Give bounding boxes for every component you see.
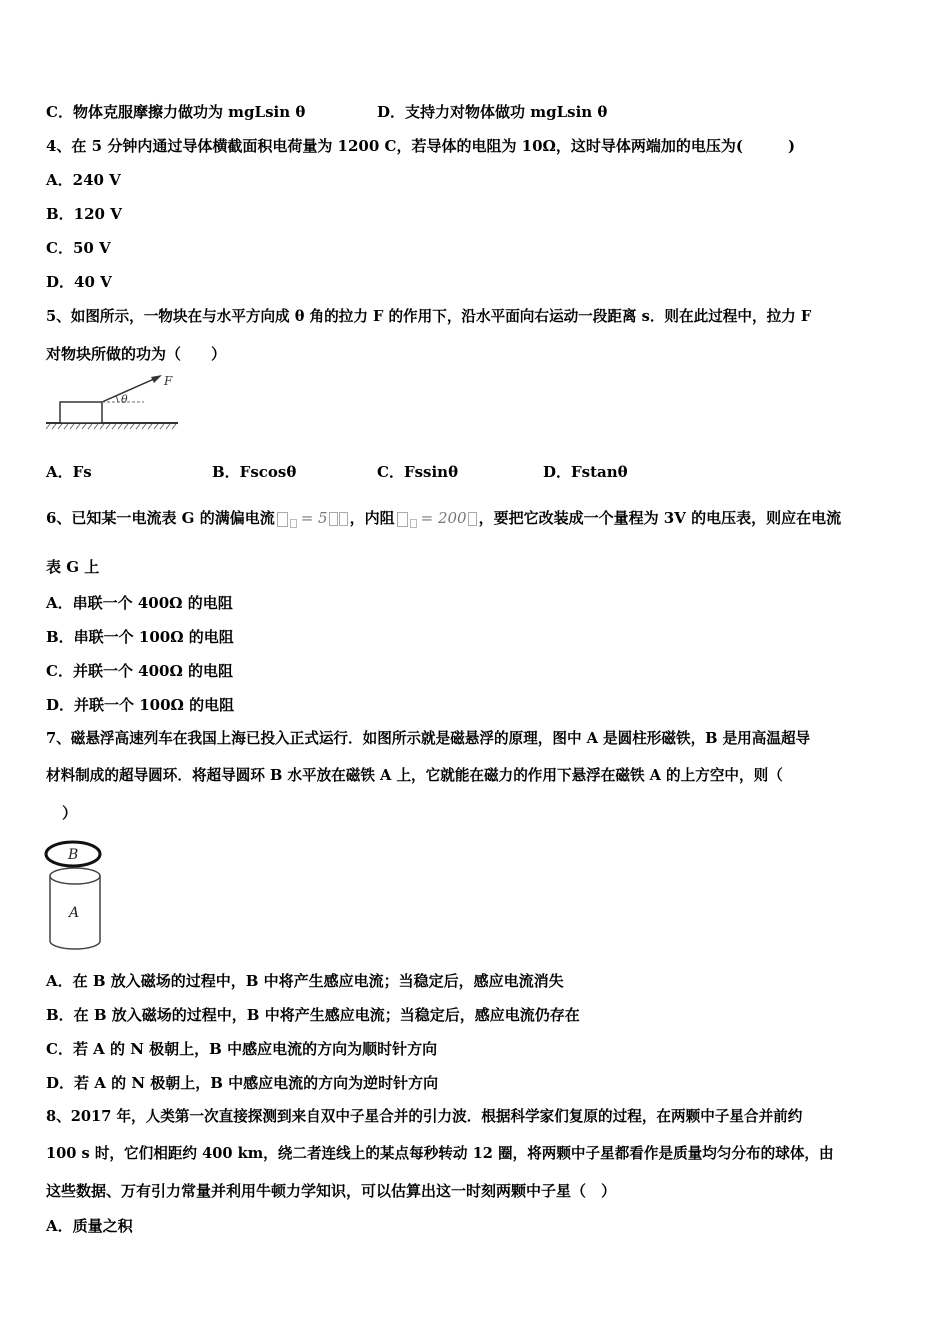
q4-option-d: D．40 V bbox=[46, 273, 112, 291]
q5-stem-line1: 5、如图所示，一物块在与水平方向成 θ 角的拉力 F 的作用下，沿水平面向右运动一段距离 s．则在此过程中，拉力 F bbox=[46, 308, 812, 325]
q6-formula-ig: = 5 bbox=[300, 509, 328, 527]
ohm-placeholder bbox=[468, 512, 477, 526]
q6-stem-part1: 6、已知某一电流表 G 的满偏电流 bbox=[46, 509, 275, 527]
q6-formula-rg: = 200 bbox=[420, 509, 467, 527]
q7-stem-line3: ） bbox=[62, 804, 78, 822]
q3-option-c: C．物体克服摩擦力做功为 mgLsin θ bbox=[46, 103, 306, 121]
q8-stem-line1: 8、2017 年，人类第一次直接探测到来自双中子星合并的引力波．根据科学家们复原的过程，在两颗中子星合并前约 bbox=[46, 1108, 803, 1125]
q5-force-diagram bbox=[46, 372, 180, 430]
q7-maglev-diagram bbox=[44, 836, 108, 956]
q8-stem-line2: 100 s 时，它们相距约 400 km，绕二者连线上的某点每秒转动 12 圈，将两颗中子星都看作是质量均匀分布的球体，由 bbox=[46, 1145, 834, 1162]
q4-option-c: C．50 V bbox=[46, 239, 111, 257]
q8-option-a: A．质量之积 bbox=[46, 1217, 133, 1235]
q5-option-a: A．Fs bbox=[46, 463, 92, 481]
resistance-subscript-placeholder bbox=[410, 519, 417, 528]
q5-option-b: B．Fscosθ bbox=[212, 463, 297, 481]
current-symbol-placeholder bbox=[277, 512, 288, 527]
q6-option-c: C．并联一个 400Ω 的电阻 bbox=[46, 662, 234, 680]
block bbox=[60, 402, 102, 423]
q7-option-d: D．若 A 的 N 极朝上，B 中感应电流的方向为逆时针方向 bbox=[46, 1074, 439, 1092]
force-label: F bbox=[164, 374, 173, 388]
q3-option-d: D．支持力对物体做功 mgLsin θ bbox=[377, 103, 608, 121]
q5-option-c: C．Fssinθ bbox=[377, 463, 459, 481]
q7-option-b: B．在 B 放入磁场的过程中，B 中将产生感应电流；当稳定后，感应电流仍存在 bbox=[46, 1006, 580, 1024]
current-subscript-placeholder bbox=[290, 519, 297, 528]
q6-stem-part3: ，要把它改装成一个量程为 3V 的电压表，则应在电流 bbox=[478, 509, 842, 527]
unit-placeholder-2 bbox=[339, 512, 348, 526]
angle-arc bbox=[116, 396, 118, 402]
q6-stem-part2: ，内阻 bbox=[349, 509, 395, 527]
resistance-symbol-placeholder bbox=[397, 512, 408, 527]
q4-stem: 4、在 5 分钟内通过导体横截面积电荷量为 1200 C，若导体的电阻为 10Ω，这时导体两端加的电压为( ) bbox=[46, 137, 796, 155]
unit-placeholder-1 bbox=[329, 512, 338, 526]
q7-stem-line1: 7、磁悬浮高速列车在我国上海已投入正式运行．如图所示就是磁悬浮的原理，图中 A 是圆柱形磁铁，B 是用高温超导 bbox=[46, 730, 811, 747]
theta-label: θ bbox=[121, 393, 128, 406]
force-arrow-line bbox=[102, 379, 154, 402]
q7-stem-line2: 材料制成的超导圆环．将超导圆环 B 水平放在磁铁 A 上，它就能在磁力的作用下悬浮在磁铁 A 的上方空中，则（ bbox=[46, 767, 783, 784]
q7-option-c: C．若 A 的 N 极朝上，B 中感应电流的方向为顺时针方向 bbox=[46, 1040, 438, 1058]
q5-stem-line2: 对物块所做的功为（ ） bbox=[46, 345, 227, 363]
ground-hatching bbox=[46, 424, 176, 429]
magnet-label: A bbox=[69, 905, 80, 921]
q6-stem-line1 bbox=[46, 508, 841, 528]
q4-option-b: B．120 V bbox=[46, 205, 122, 223]
q4-option-a: A．240 V bbox=[46, 171, 121, 189]
q7-option-a: A．在 B 放入磁场的过程中，B 中将产生感应电流；当稳定后，感应电流消失 bbox=[46, 972, 564, 990]
q5-option-d: D．Fstanθ bbox=[543, 463, 628, 481]
q6-stem-line2: 表 G 上 bbox=[46, 558, 100, 576]
q6-option-a: A．串联一个 400Ω 的电阻 bbox=[46, 594, 233, 612]
q6-option-d: D．并联一个 100Ω 的电阻 bbox=[46, 696, 235, 714]
force-arrowhead bbox=[151, 375, 162, 383]
ring-label: B bbox=[68, 847, 79, 863]
magnet-cylinder-top bbox=[50, 868, 100, 884]
q8-stem-line3: 这些数据、万有引力常量并利用牛顿力学知识，可以估算出这一时刻两颗中子星（ ） bbox=[46, 1182, 617, 1200]
q6-option-b: B．串联一个 100Ω 的电阻 bbox=[46, 628, 234, 646]
